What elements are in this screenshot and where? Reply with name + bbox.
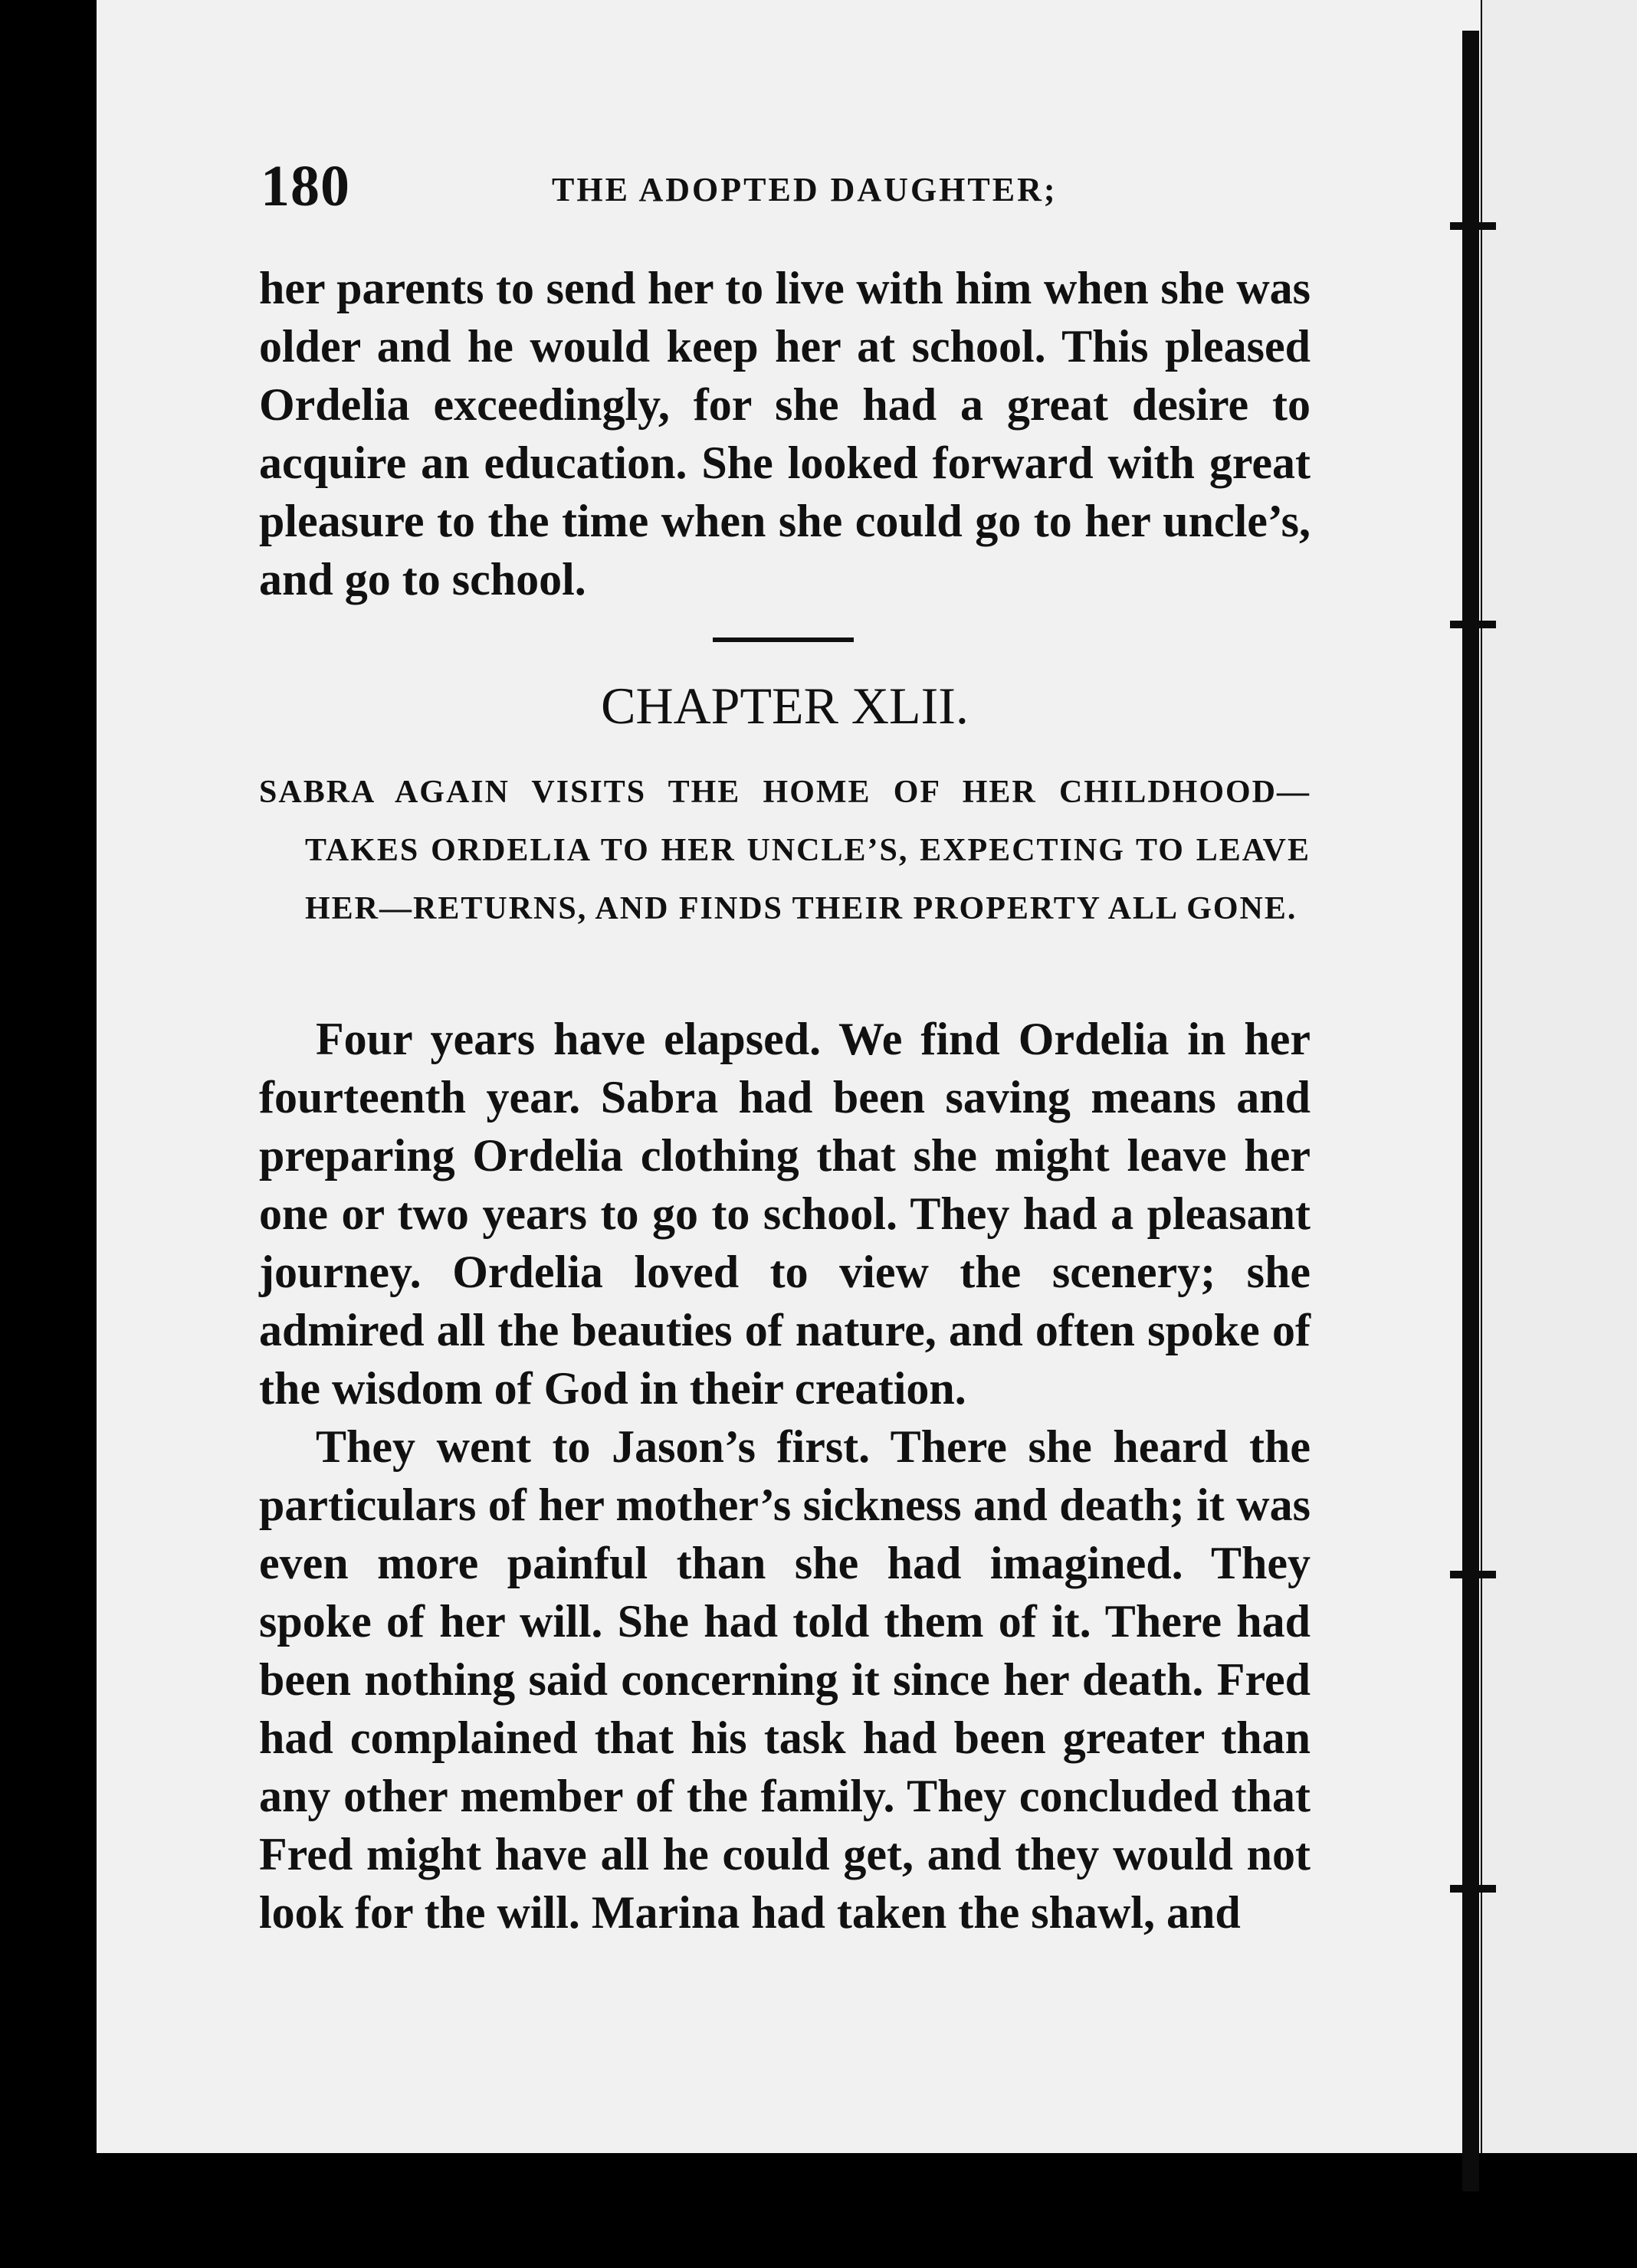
- continuation-paragraph: her parents to send her to live with him when she was older and he would keep her at school. This pleased Ordelia exceedingly, for she had a great desire to acquire an education. She looked forward with great pleasure to the time when she could go to her uncle’s, and go to school.: [259, 263, 1311, 605]
- binding-notch: [1450, 1571, 1496, 1578]
- facing-page-edge: [1482, 0, 1637, 2153]
- page-number: 180: [261, 154, 350, 218]
- chapter-summary: SABRA AGAIN VISITS THE HOME OF HER CHILDHOOD—TAKES ORDELIA TO HER UNCLE’S, EXPECTING TO LEAVE HER—RETURNS, AND FINDS THEIR PROPERTY ALL GONE.: [259, 775, 1311, 926]
- body-paragraph: They went to Jason’s first. There she heard the particulars of her mother’s sickness and death; it was even more painful than she had imagined. They spoke of her will. She had told them of it. There had been nothing said concerning it since her death. Fred had complained that his task had been greater than any other member of the family. They concluded that Fred might have all he could get, and they would not look for the will. Marina had taken the shawl, and: [259, 1421, 1311, 1938]
- section-divider: [713, 637, 854, 642]
- running-head: THE ADOPTED DAUGHTER;: [552, 171, 1058, 208]
- page-header: [261, 153, 1334, 222]
- book-spine: [1462, 31, 1479, 2191]
- chapter-title: CHAPTER XLII.: [601, 677, 969, 735]
- binding-notch: [1450, 1885, 1496, 1893]
- binding-notch: [1450, 222, 1496, 230]
- binding-notch: [1450, 621, 1496, 628]
- body-paragraph: Four years have elapsed. We find Ordelia in her fourteenth year. Sabra had been saving means and preparing Ordelia clothing that she might leave her one or two years to go to school. They had a pleasant journey. Ordelia loved to view the scenery; she admired all the beauties of nature, and often spoke of the wisdom of God in their creation.: [259, 1014, 1311, 1414]
